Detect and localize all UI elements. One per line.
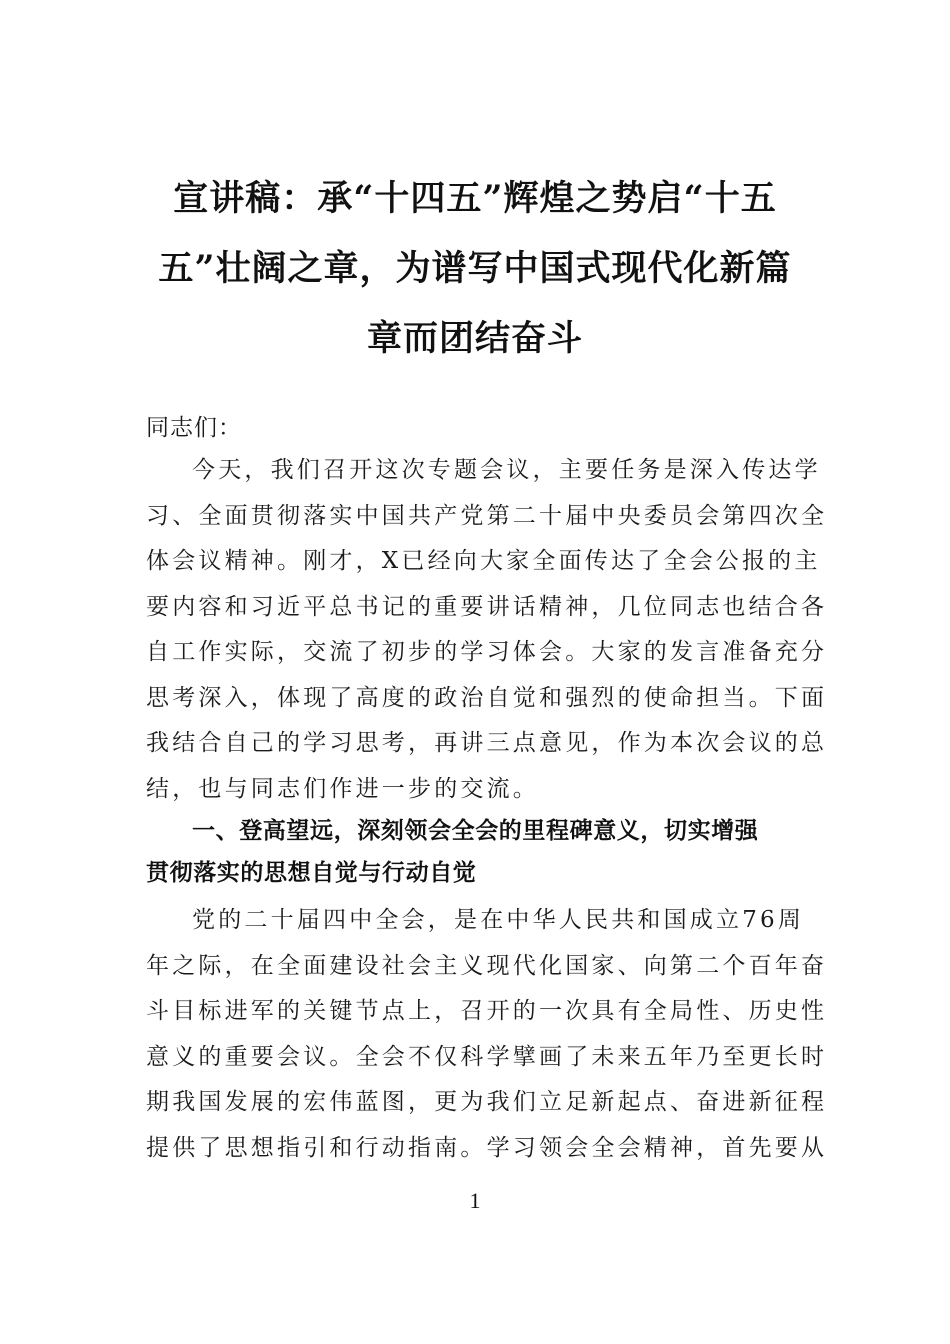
text-line: 结，也与同志们作进一步的交流。 [146, 775, 539, 802]
heading-line: 贯彻落实的思想自觉与行动自觉 [146, 860, 477, 886]
text-line: 习、全面贯彻落实中国共产党第二十届中央委员会第四次全 [146, 502, 828, 529]
text-line: 思考深入，体现了高度的政治自觉和强烈的使命担当。下面 [146, 684, 828, 711]
paragraph-section-1 [146, 898, 828, 1171]
title-line: 章而团结奋斗 [366, 318, 583, 359]
text-line: 自工作实际，交流了初步的学习体会。大家的发言准备充分 [146, 639, 828, 665]
paragraph-intro [146, 448, 828, 812]
text-line: 我结合自己的学习思考，再讲三点意见，作为本次会议的总 [146, 730, 828, 756]
text-line: 要内容和习近平总书记的重要讲话精神，几位同志也结合各 [146, 593, 828, 620]
text-line: 意义的重要会议。全会不仅科学擘画了未来五年乃至更长时 [146, 1043, 828, 1070]
salutation: 同志们： [146, 415, 242, 441]
text-line: 斗目标进军的关键节点上，召开的一次具有全局性、历史性 [146, 998, 828, 1024]
text-line: 今天，我们召开这次专题会议，主要任务是深入传达学 [192, 457, 821, 483]
document-title [140, 164, 810, 374]
text-line: 体会议精神。刚才，X已经向大家全面传达了全会公报的主 [146, 548, 821, 574]
text-line: 期我国发展的宏伟蓝图，更为我们立足新起点、奋进新征程 [146, 1089, 828, 1115]
text-line: 提供了思想指引和行动指南。学习领会全会精神，首先要从 [146, 1134, 828, 1161]
text-line: 党的二十届四中全会，是在中华人民共和国成立76周 [192, 907, 805, 933]
title-line: 五”壮阔之章，为谱写中国式现代化新篇 [158, 248, 792, 289]
heading-line: 一、登高望远，深刻领会全会的里程碑意义，切实增强 [192, 818, 759, 844]
title-line: 宣讲稿：承“十四五”辉煌之势启“十五 [173, 178, 777, 219]
page-number: 1 [469, 1188, 481, 1213]
text-line: 年之际，在全面建设社会主义现代化国家、向第二个百年奋 [146, 952, 828, 979]
section-heading-1 [146, 810, 808, 894]
